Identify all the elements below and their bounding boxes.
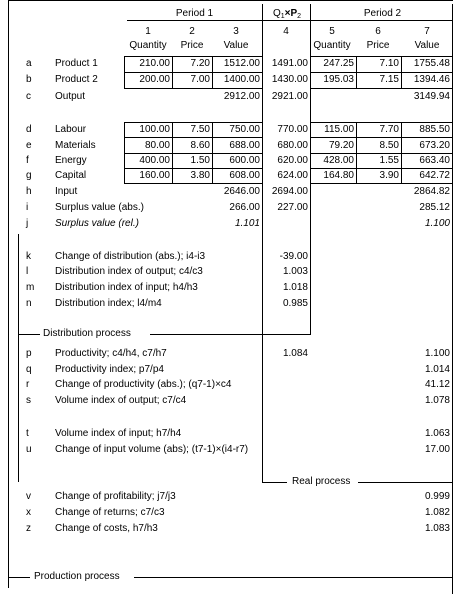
row-label-x: Change of returns; c7/c3 (55, 507, 165, 518)
cell-d3: 750.00 (229, 124, 260, 135)
row-label-k: Change of distribution (abs.); i4-i3 (55, 251, 206, 262)
col-number-1: 1 (145, 26, 151, 37)
row-key-e: e (26, 140, 32, 151)
cell-e3: 688.00 (229, 140, 260, 151)
col-number-2: 2 (189, 26, 195, 37)
period1-header: Period 1 (175, 8, 214, 19)
row-key-p: p (26, 348, 32, 359)
cell-f5: 428.00 (323, 155, 354, 166)
cell-j3: 1.101 (234, 218, 260, 229)
distribution-bracket-bottom-a (18, 334, 40, 335)
col-number-5: 5 (329, 26, 335, 37)
cell-g1: 160.00 (139, 170, 170, 181)
cell-f3: 600.00 (229, 155, 260, 166)
row-label-j: Surplus value (rel.) (55, 218, 139, 229)
cell-p4: 1.084 (282, 348, 308, 359)
row-key-q: q (26, 364, 32, 375)
cell-i7: 285.12 (419, 202, 450, 213)
row-label-s: Volume index of output; c7/c4 (55, 395, 187, 406)
col-name-7: Value (414, 40, 440, 51)
row-label-b: Product 2 (55, 74, 98, 85)
cell-e2: 8.60 (190, 140, 210, 151)
real-bracket-bottom-b (358, 482, 453, 483)
distribution-bracket-left (18, 234, 19, 334)
col-name-6: Price (366, 40, 390, 51)
cell-p7: 1.100 (424, 348, 450, 359)
distribution-process-label: Distribution process (43, 328, 131, 339)
period2-header: Period 2 (363, 8, 402, 19)
cell-g5: 164.80 (323, 170, 354, 181)
cell-b7: 1394.46 (413, 74, 450, 85)
cell-d5: 115.00 (324, 124, 354, 135)
row-label-f: Energy (55, 155, 87, 166)
cell-g4: 624.00 (277, 170, 308, 181)
row-key-r: r (26, 379, 30, 390)
cell-z7: 1.083 (424, 523, 450, 534)
col-name-1: Quantity (129, 40, 167, 51)
row-label-u: Change of input volume (abs); (t7-1)×(i4-r7) (55, 444, 249, 455)
row-label-q: Productivity index; p7/p4 (55, 364, 164, 375)
cell-b2: 7.00 (190, 74, 210, 85)
row-label-i: Surplus value (abs.) (55, 202, 144, 213)
cell-a2: 7.20 (190, 58, 210, 69)
cell-d1: 100.00 (139, 124, 170, 135)
cell-e1: 80.00 (144, 140, 170, 151)
cell-b3: 1400.00 (223, 74, 260, 85)
col-number-6: 6 (375, 26, 381, 37)
row-key-b: b (26, 74, 32, 85)
cell-d2: 7.50 (190, 124, 210, 135)
cell-b6: 7.15 (379, 74, 399, 85)
divider (124, 153, 263, 154)
cell-d6: 7.70 (379, 124, 399, 135)
cell-a5: 247.25 (323, 58, 354, 69)
row-label-t: Volume index of input; h7/h4 (55, 428, 182, 439)
q1-p2-header: $Q_1\times P_2$ (272, 8, 302, 20)
row-key-z: z (26, 523, 31, 534)
row-key-l: l (26, 266, 29, 277)
col-name-5: Quantity (313, 40, 351, 51)
divider (310, 153, 453, 154)
row-key-f: f (26, 155, 29, 166)
cell-n4: 0.985 (282, 298, 308, 309)
row-label-l: Distribution index of output; c4/c3 (55, 266, 203, 277)
row-label-z: Change of costs, h7/h3 (55, 523, 158, 534)
row-key-g: g (26, 170, 32, 181)
cell-k4: -39.00 (279, 251, 308, 262)
cell-e6: 8.50 (379, 140, 399, 151)
row-label-a: Product 1 (55, 58, 98, 69)
cell-d7: 885.50 (419, 124, 450, 135)
outer-right-line (452, 4, 453, 594)
cell-h4: 2694.00 (271, 186, 308, 197)
row-key-u: u (26, 444, 32, 455)
divider (310, 137, 453, 138)
row-label-m: Distribution index of input; h4/h3 (55, 282, 198, 293)
row-key-j: j (26, 218, 29, 229)
cell-c3: 2912.00 (223, 91, 260, 102)
cell-r7: 41.12 (424, 379, 450, 390)
cell-f2: 1.50 (190, 155, 210, 166)
cell-b1: 200.00 (139, 74, 170, 85)
row-key-n: n (26, 298, 32, 309)
row-key-d: d (26, 124, 32, 135)
cell-h7: 2864.82 (413, 186, 450, 197)
row-key-i: i (26, 202, 29, 213)
cell-m4: 1.018 (282, 282, 308, 293)
production-bracket-bottom-a (8, 577, 30, 578)
production-bracket-bottom-b (134, 577, 453, 578)
production-process-label: Production process (34, 571, 120, 582)
col-name-3: Value (223, 40, 249, 51)
outer-left-line (8, 0, 9, 588)
cell-e7: 673.20 (419, 140, 450, 151)
cell-a4: 1491.00 (271, 58, 308, 69)
cell-i4: 227.00 (277, 202, 308, 213)
real-process-label: Real process (292, 476, 351, 487)
cell-b4: 1430.00 (271, 74, 308, 85)
real-bracket-left (18, 334, 19, 482)
row-label-r: Change of productivity (abs.); (q7-1)×c4 (55, 379, 232, 390)
row-label-e: Materials (55, 140, 96, 151)
row-key-k: k (26, 251, 31, 262)
cell-a3: 1512.00 (223, 58, 260, 69)
cell-u7: 17.00 (424, 444, 450, 455)
cell-t7: 1.063 (424, 428, 450, 439)
col-number-4: 4 (283, 26, 289, 37)
cell-f7: 663.40 (419, 155, 450, 166)
cell-f4: 620.00 (277, 155, 308, 166)
cell-f1: 400.00 (139, 155, 170, 166)
divider (310, 168, 453, 169)
row-label-d: Labour (55, 124, 87, 135)
divider (124, 168, 263, 169)
cell-d4: 770.00 (277, 124, 308, 135)
divider (124, 137, 263, 138)
row-label-h: Input (55, 186, 78, 197)
cell-a7: 1755.48 (413, 58, 450, 69)
row-key-h: h (26, 186, 32, 197)
header-rule (127, 20, 453, 21)
cell-b5: 195.03 (323, 74, 354, 85)
cell-f6: 1.55 (379, 155, 399, 166)
col-name-2: Price (180, 40, 204, 51)
row-key-s: s (26, 395, 31, 406)
cell-e5: 79.20 (328, 140, 354, 151)
cell-q7: 1.014 (424, 364, 450, 375)
row-label-n: Distribution index; l4/m4 (55, 298, 162, 309)
row-key-m: m (26, 282, 35, 293)
col-number-7: 7 (424, 26, 430, 37)
row-key-a: a (26, 58, 32, 69)
cell-v7: 0.999 (424, 491, 450, 502)
row-label-v: Change of profitability; j7/j3 (55, 491, 176, 502)
row-label-p: Productivity; c4/h4, c7/h7 (55, 348, 167, 359)
cell-c7: 3149.94 (413, 91, 450, 102)
cell-g3: 608.00 (229, 170, 260, 181)
outer-top-line (8, 0, 453, 1)
row-key-v: v (26, 491, 31, 502)
cell-a1: 210.00 (139, 58, 170, 69)
cell-x7: 1.082 (424, 507, 450, 518)
cell-g7: 642.72 (419, 170, 450, 181)
cell-j7: 1.100 (424, 218, 450, 229)
cell-s7: 1.078 (424, 395, 450, 406)
row-key-c: c (26, 91, 31, 102)
row-label-c: Output (55, 91, 86, 102)
divider (124, 72, 263, 73)
cell-a6: 7.10 (379, 58, 399, 69)
cell-c4: 2921.00 (271, 91, 308, 102)
row-key-t: t (26, 428, 29, 439)
cell-i3: 266.00 (229, 202, 260, 213)
real-bracket-bottom-a (262, 482, 287, 483)
divider (310, 72, 453, 73)
row-key-x: x (26, 507, 31, 518)
cell-h3: 2646.00 (223, 186, 260, 197)
distribution-bracket-bottom-b (150, 334, 311, 335)
row-label-g: Capital (55, 170, 87, 181)
col-number-3: 3 (233, 26, 239, 37)
cell-l4: 1.003 (282, 266, 308, 277)
cell-g6: 3.90 (379, 170, 399, 181)
cell-e4: 680.00 (277, 140, 308, 151)
cell-g2: 3.80 (190, 170, 210, 181)
